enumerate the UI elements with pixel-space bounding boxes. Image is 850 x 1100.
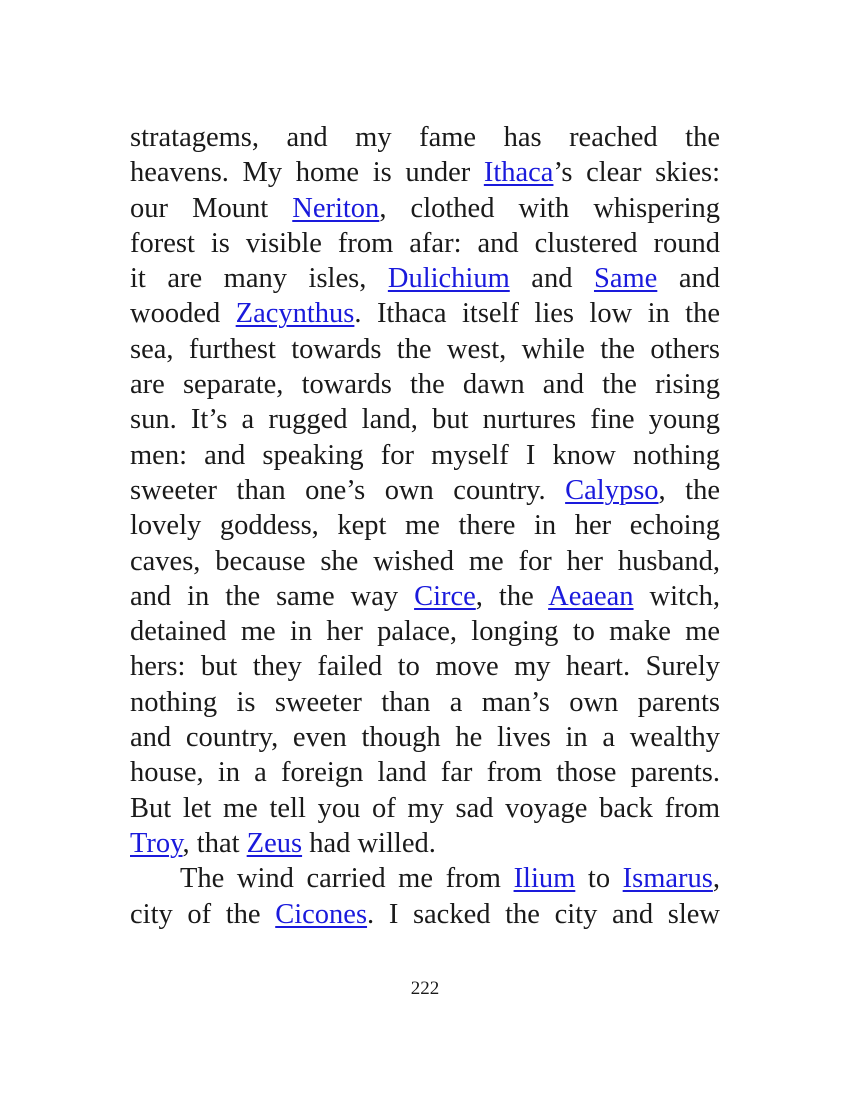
text-line [130, 332, 720, 367]
text-segment: nothing is sweeter than a man’s own parents [130, 686, 720, 718]
text-line [130, 649, 720, 684]
text-line [130, 755, 720, 790]
link-calypso[interactable]: Calypso [565, 474, 659, 506]
text-segment: sweeter than one’s own country. [130, 474, 566, 506]
link-zeus[interactable]: Zeus [246, 827, 303, 859]
text-line [130, 897, 720, 932]
text-segment: are separate, towards the dawn and the rising [130, 369, 720, 401]
text-line [130, 191, 720, 226]
text-line [130, 861, 720, 896]
text-line [130, 614, 720, 649]
link-dulichium[interactable]: Dulichium [387, 263, 510, 295]
text-segment: detained me in her palace, longing to make me [130, 616, 720, 648]
body-text [130, 120, 720, 932]
text-line [130, 367, 720, 402]
text-segment: and country, even though he lives in a wealthy [130, 722, 720, 754]
text-segment: house, in a foreign land far from those parents. [130, 757, 720, 789]
text-segment: sun. It’s a rugged land, but nurtures fine young [130, 404, 720, 436]
text-line [130, 826, 720, 861]
link-zacynthus[interactable]: Zacynthus [235, 298, 355, 330]
link-neriton[interactable]: Neriton [292, 192, 380, 224]
text-line [130, 296, 720, 331]
text-line [130, 402, 720, 437]
text-segment: wooded [130, 298, 236, 330]
text-line [130, 508, 720, 543]
text-segment: hers: but they failed to move my heart. Surely [130, 651, 720, 683]
link-troy[interactable]: Troy [130, 827, 183, 859]
text-segment: But let me tell you of my sad voyage back from [130, 792, 720, 824]
link-same[interactable]: Same [593, 263, 658, 295]
text-line [130, 720, 720, 755]
link-ilium[interactable]: Ilium [513, 863, 576, 895]
text-segment: witch, [633, 580, 720, 612]
text-segment: to [575, 863, 623, 895]
text-line [130, 685, 720, 720]
text-line [130, 261, 720, 296]
text-segment: heavens. My home is under [130, 157, 484, 189]
text-segment: our Mount [130, 192, 293, 224]
text-segment: had willed. [302, 827, 436, 859]
text-segment: ’s clear skies: [553, 157, 720, 189]
link-circe[interactable]: Circe [414, 580, 476, 612]
text-segment: . I sacked the city and slew [367, 898, 720, 930]
text-segment: , that [182, 827, 247, 859]
text-segment: and [657, 263, 720, 295]
text-line [130, 155, 720, 190]
text-segment: The wind carried me from [180, 863, 514, 895]
text-line [130, 226, 720, 261]
text-line [130, 579, 720, 614]
text-line [130, 544, 720, 579]
text-line [130, 438, 720, 473]
text-segment: . Ithaca itself lies low in the [354, 298, 720, 330]
text-segment: , clothed with whispering [379, 192, 720, 224]
text-line [130, 791, 720, 826]
text-segment: sea, furthest towards the west, while the others [130, 333, 720, 365]
text-segment: lovely goddess, kept me there in her echoing [130, 510, 720, 542]
link-ithaca[interactable]: Ithaca [483, 157, 554, 189]
page-number: 222 [410, 978, 440, 999]
text-segment: stratagems, and my fame has reached the [130, 122, 720, 153]
link-aeaean[interactable]: Aeaean [548, 580, 634, 612]
text-line [130, 473, 720, 508]
text-segment: caves, because she wished me for her husband, [130, 545, 720, 577]
text-segment: , [712, 863, 721, 895]
link-ismarus[interactable]: Ismarus [622, 863, 713, 895]
text-segment: , the [658, 474, 720, 506]
text-segment: , the [475, 580, 549, 612]
text-segment: city of the [130, 898, 276, 930]
text-segment: and [509, 263, 594, 295]
text-segment: men: and speaking for myself I know nothing [130, 439, 720, 471]
text-segment: and in the same way [130, 580, 415, 612]
link-cicones[interactable]: Cicones [275, 898, 368, 930]
text-segment: forest is visible from afar: and clustered round [130, 227, 720, 259]
text-segment: it are many isles, [130, 263, 388, 295]
text-line [130, 120, 720, 155]
